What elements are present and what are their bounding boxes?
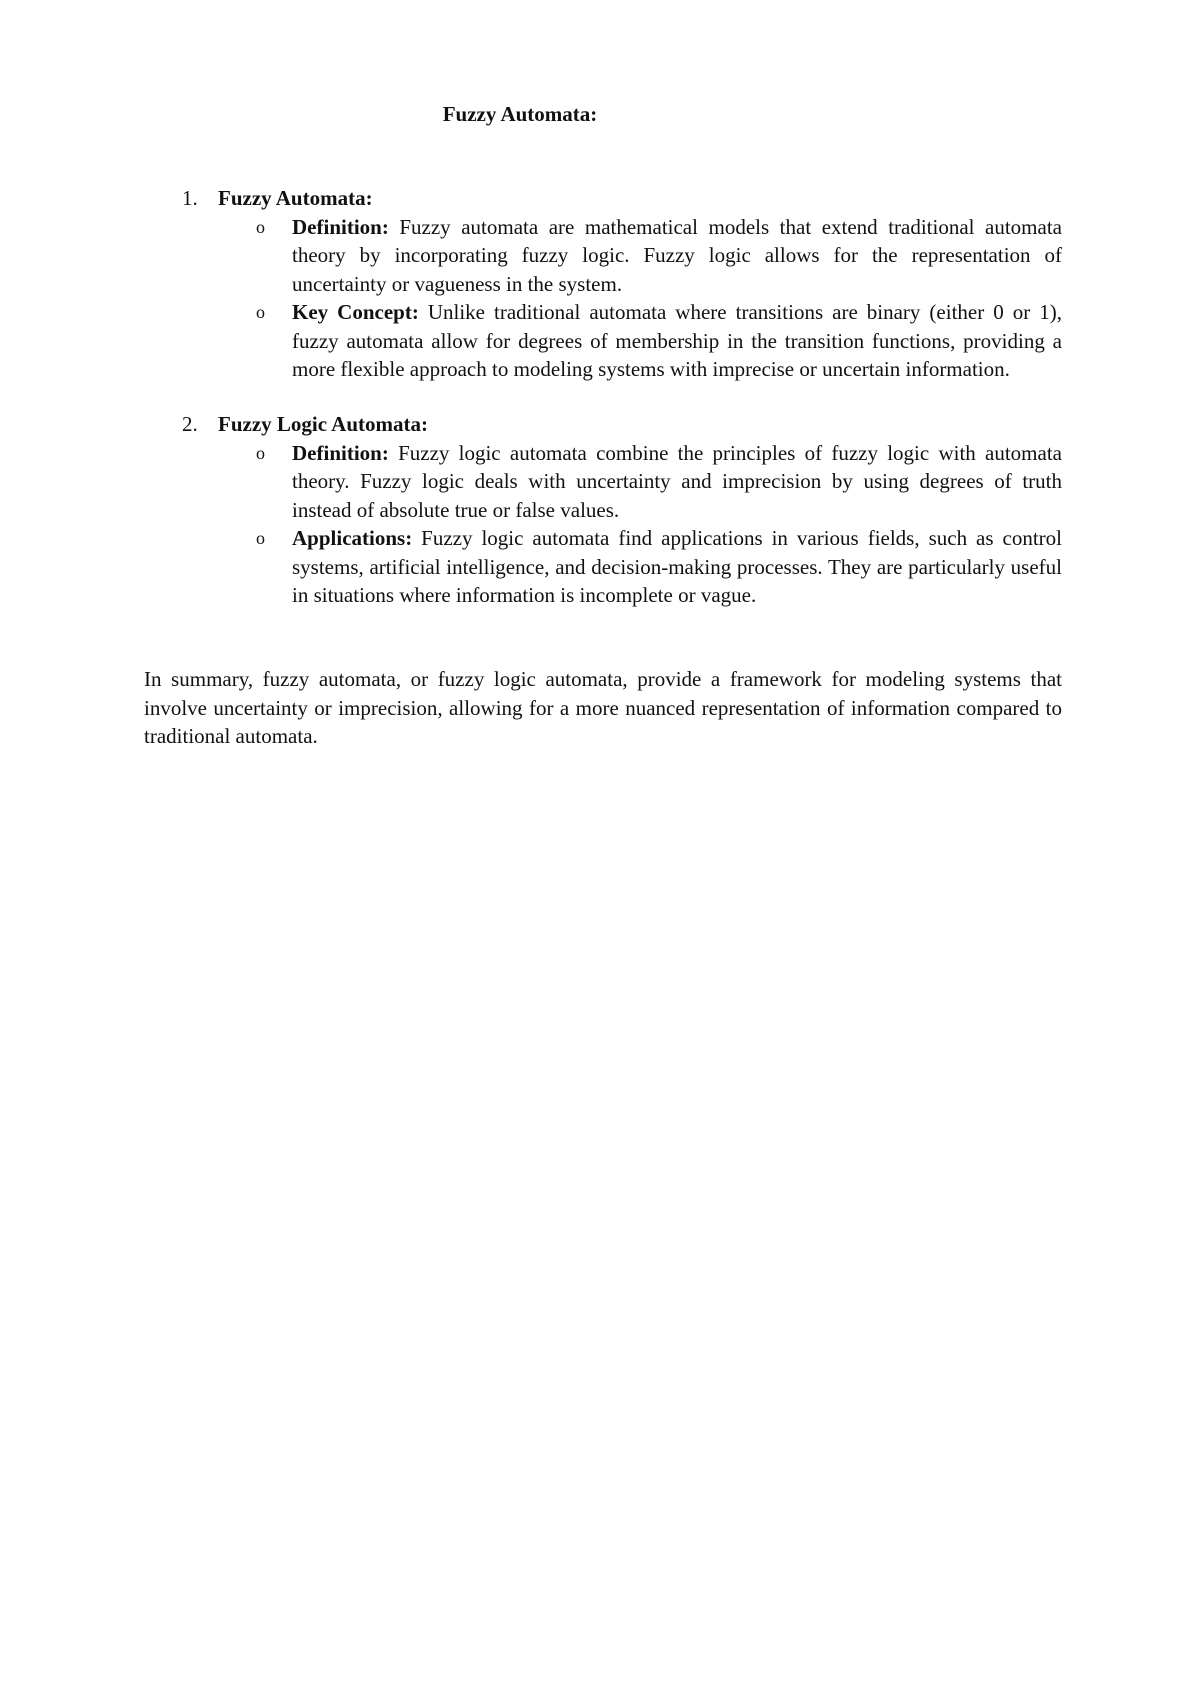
bullet-icon: o — [256, 528, 265, 548]
section-title: Fuzzy Logic Automata: — [218, 412, 428, 436]
bullet-icon: o — [256, 302, 265, 322]
section-fuzzy-logic-automata — [182, 410, 1062, 610]
list-item-key-concept — [182, 298, 1062, 384]
list-item-text — [292, 439, 1062, 525]
list-item-text — [292, 213, 1062, 299]
list-item-body: Unlike traditional automata where transitions are binary (either 0 or 1), fuzzy automata allow for degrees of membership in the transition functions, providing a more flexible approach to modeling systems with imprecise or uncertain information. — [292, 300, 1062, 381]
list-item-applications — [182, 524, 1062, 610]
list-item-text — [292, 524, 1062, 610]
list-item-text — [292, 298, 1062, 384]
list-item-label: Definition: — [292, 214, 389, 239]
document-title: Fuzzy Automata: — [442, 102, 598, 126]
section-title: Fuzzy Automata: — [218, 186, 373, 210]
bullet-icon: o — [256, 216, 265, 237]
list-item-definition — [182, 439, 1062, 525]
list-item-body: Fuzzy automata are mathematical models that extend traditional automata theory by incorporating fuzzy logic. Fuzzy logic allows for the representation of uncertainty or vagueness in the system. — [292, 214, 1062, 296]
section-heading — [182, 184, 1062, 213]
list-item-label: Key Concept: — [292, 300, 419, 324]
section-heading — [182, 410, 1062, 439]
list-item-definition — [182, 213, 1062, 299]
section-number: 1. — [182, 186, 198, 210]
bullet-icon: o — [256, 442, 265, 463]
list-item-label: Applications: — [292, 526, 413, 550]
list-item-label: Definition: — [292, 440, 389, 465]
list-item-body: Fuzzy logic automata combine the principles of fuzzy logic with automata theory. Fuzzy logic deals with uncertainty and imprecision by using degrees of truth instead of absolute true or false values. — [292, 440, 1062, 522]
summary-paragraph: In summary, fuzzy automata, or fuzzy logic automata, provide a framework for modeling systems that involve uncertainty or imprecision, allowing for a more nuanced representation of information compared to traditional automata. — [144, 667, 1062, 748]
section-fuzzy-automata — [182, 184, 1062, 384]
list-item-body: Fuzzy logic automata find applications in various fields, such as control systems, artificial intelligence, and decision-making processes. They are particularly useful in situations where information is incomplete or vague. — [292, 526, 1062, 607]
section-number: 2. — [182, 412, 198, 436]
